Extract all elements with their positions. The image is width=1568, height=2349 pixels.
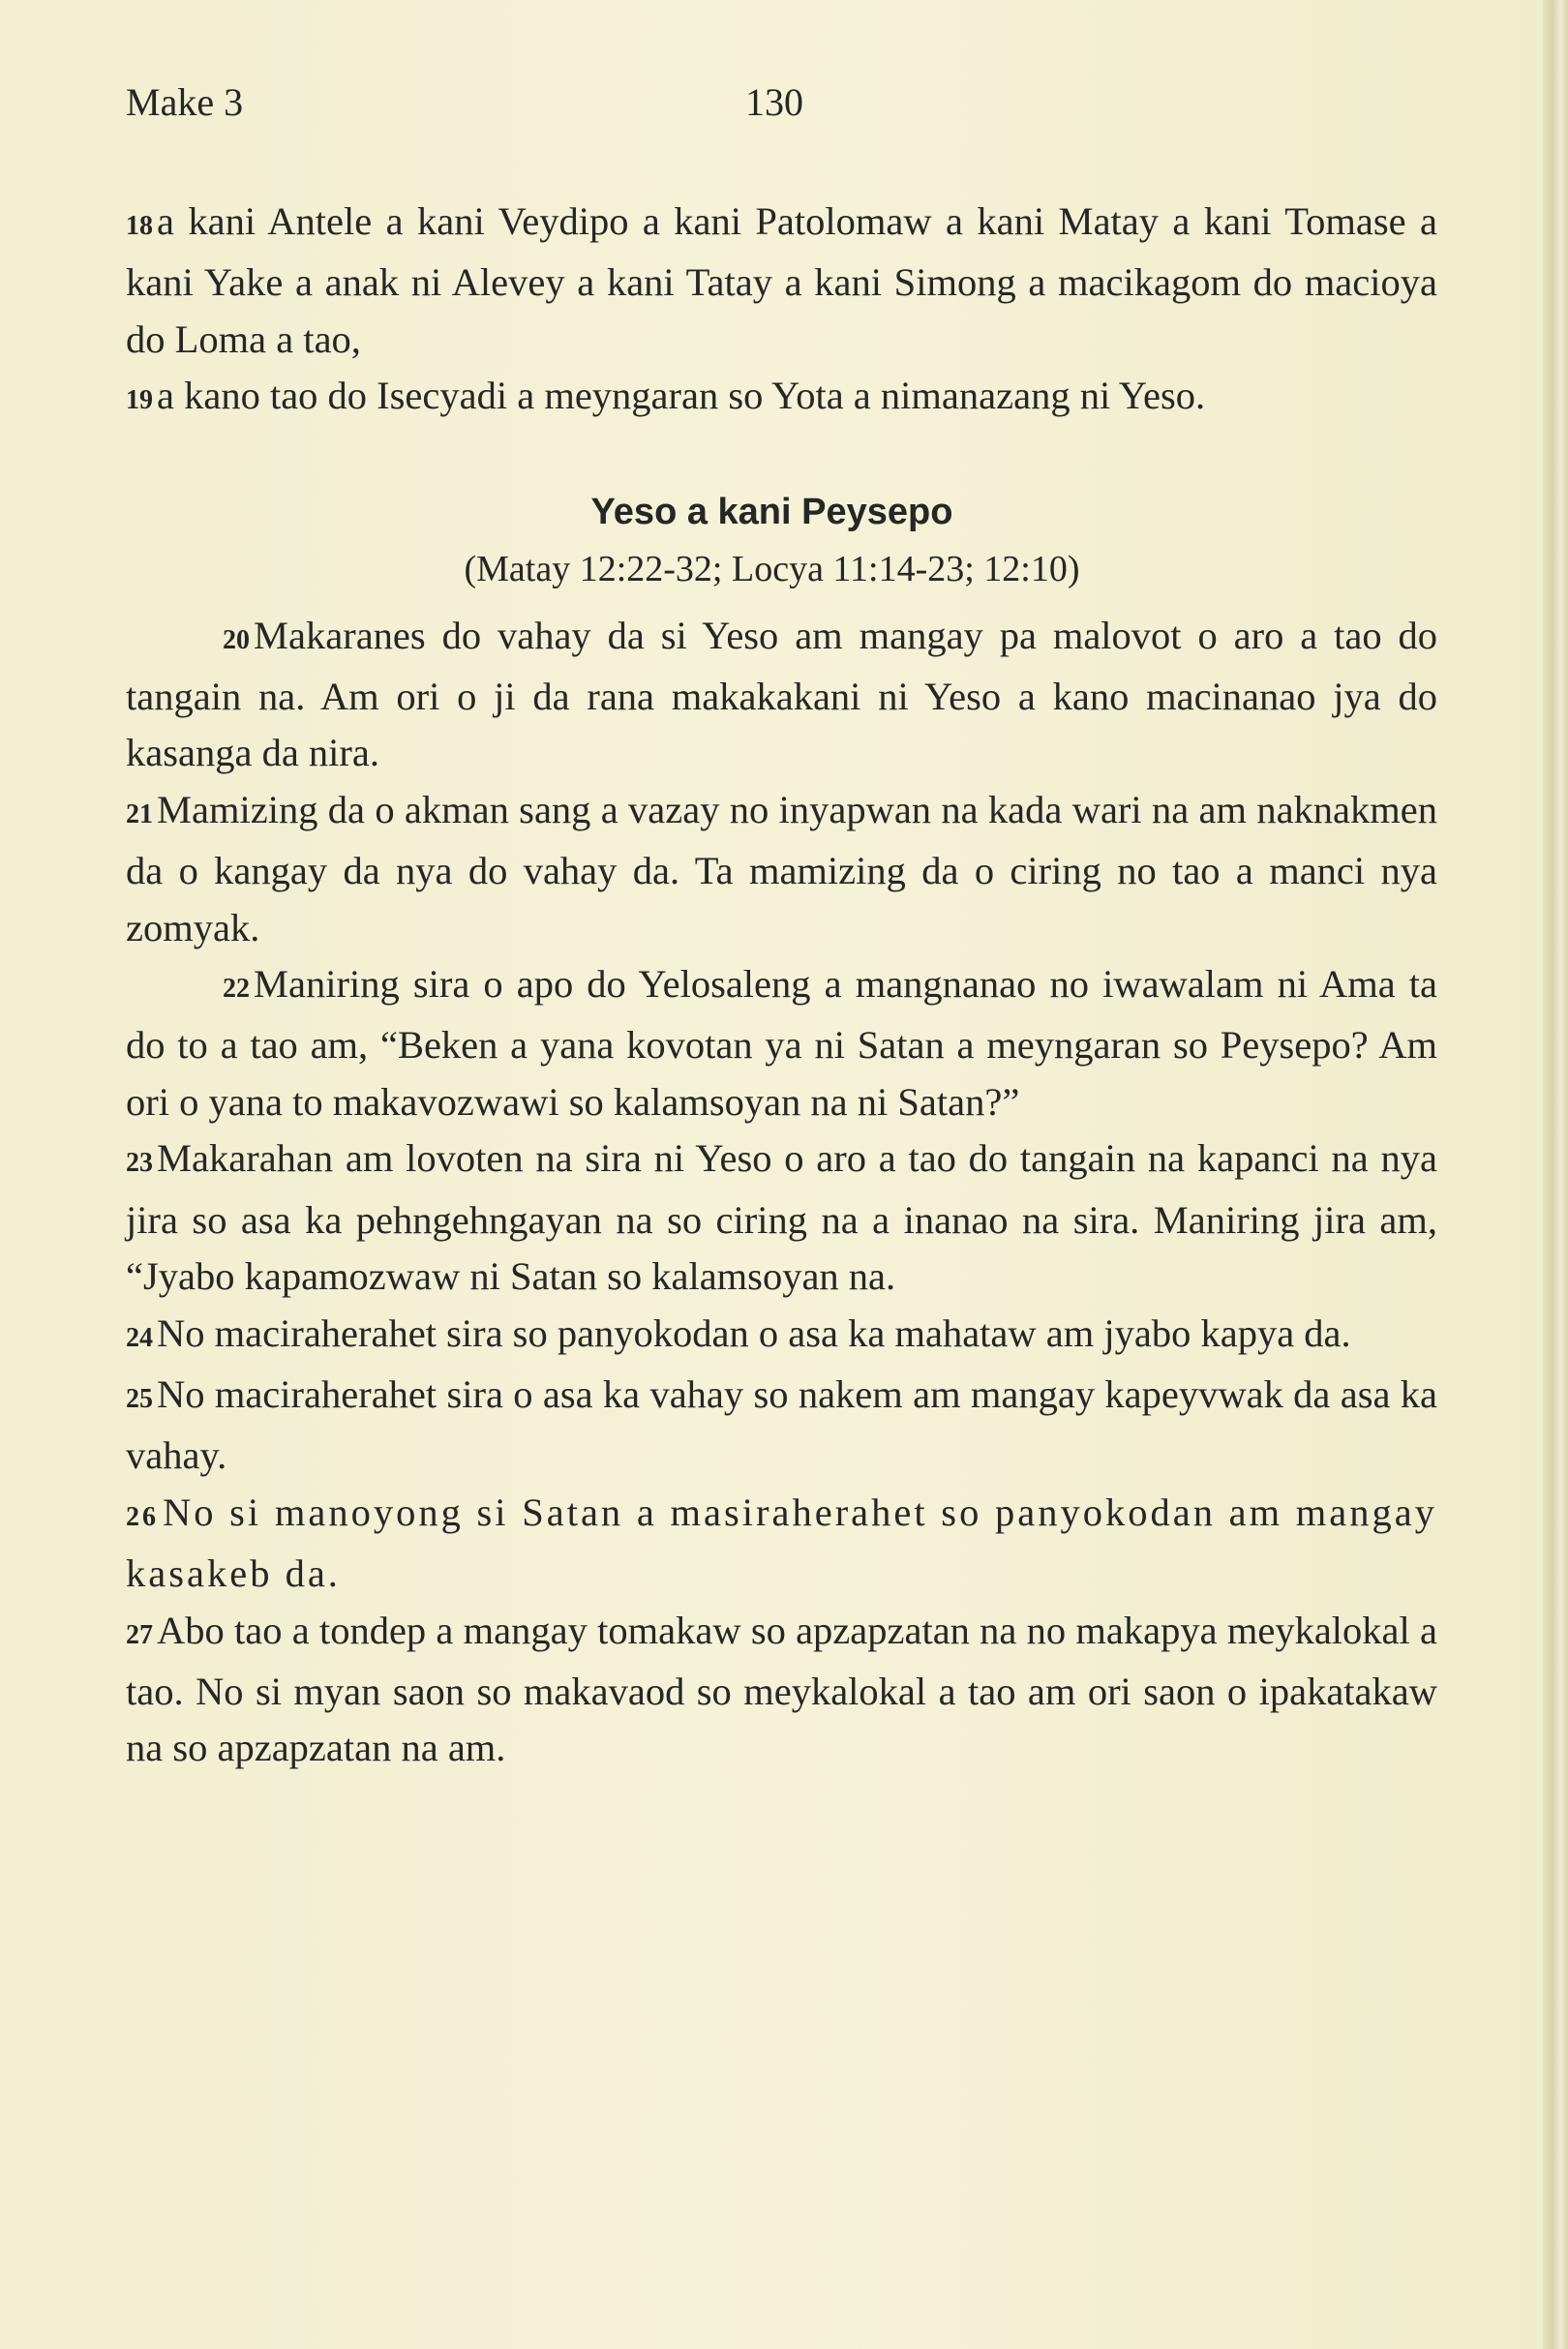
section-references: (Matay 12:22-32; Locya 11:14-23; 12:10) xyxy=(464,548,1080,589)
verse-text: Abo tao a tondep a mangay tomakaw so apzapzatan na no makapya meykalokal a tao. No si myan saon so makavaod so meykalokal a tao am ori saon o ipakatakaw na so apzapzatan na am. xyxy=(126,1608,1437,1770)
verse-25 xyxy=(126,1367,1437,1485)
verse-number: 19 xyxy=(126,385,153,416)
verse-23 xyxy=(126,1130,1437,1305)
verse-text: a kani Antele a kani Veydipo a kani Patolomaw a kani Matay a kani Tomase a kani Yake a anak ni Alevey a kani Tatay a kani Simong a macikagom do macioya do Loma a tao, xyxy=(126,199,1437,361)
book-chapter-label: Make 3 xyxy=(126,80,244,124)
verse-number: 24 xyxy=(126,1322,153,1353)
section-heading xyxy=(126,484,1437,598)
verse-text: Maniring sira o apo do Yelosaleng a mangnanao no iwawalam ni Ama ta do to a tao am, “Beken a yana kovotan ya ni Satan a meyngaran so Peysepo? Am ori o yana to makavozwawi so kalamsoyan na ni Satan?” xyxy=(126,962,1437,1124)
verse-21 xyxy=(126,782,1437,956)
verse-22 xyxy=(126,956,1437,1130)
verse-text: Makarahan am lovoten na sira ni Yeso o aro a tao do tangain na kapanci na nya jira so asa ka pehngehngayan na so ciring na a inanao na sira. Maniring jira am, “Jyabo kapamozwaw ni Satan so kalamsoyan na. xyxy=(126,1136,1437,1299)
verse-text: Mamizing da o akman sang a vazay no inyapwan na kada wari na am naknakmen da o kangay da nya do vahay da. Ta mamizing da o ciring no tao a manci nya zomyak. xyxy=(126,787,1437,949)
verse-number: 27 xyxy=(126,1619,153,1650)
page-edge xyxy=(1543,0,1568,2349)
verse-27 xyxy=(126,1603,1437,1777)
page-header xyxy=(126,79,823,137)
page-number: 130 xyxy=(745,80,803,124)
verse-24 xyxy=(126,1306,1437,1367)
section-title: Yeso a kani Peysepo xyxy=(590,491,953,532)
verse-26 xyxy=(126,1485,1437,1603)
verse-number: 20 xyxy=(223,624,250,655)
verse-text: Makaranes do vahay da si Yeso am mangay pa malovot o aro a tao do tangain na. Am ori o ji da rana makakakani ni Yeso a kano macinanao jya do kasanga da nira. xyxy=(126,613,1437,775)
verse-text: a kano tao do Isecyadi a meyngaran so Yota a nimanazang ni Yeso. xyxy=(157,374,1206,418)
verse-number: 26 xyxy=(126,1501,159,1532)
verse-number: 21 xyxy=(126,798,153,829)
verse-text: No maciraherahet sira o asa ka vahay so nakem am mangay kapeyvwak da asa ka vahay. xyxy=(126,1371,1437,1478)
verse-18 xyxy=(126,194,1437,368)
scripture-text xyxy=(126,194,1437,1777)
verse-number: 18 xyxy=(126,211,153,241)
verse-number: 25 xyxy=(126,1383,153,1414)
verse-number: 23 xyxy=(126,1148,153,1179)
verse-19 xyxy=(126,368,1437,429)
verse-number: 22 xyxy=(223,974,250,1005)
verse-text: No maciraherahet sira so panyokodan o asa ka mahataw am jyabo kapya da. xyxy=(157,1310,1351,1355)
verse-text: No si manoyong si Satan a masiraherahet so panyokodan am mangay kasakeb da. xyxy=(126,1490,1437,1596)
verse-20 xyxy=(126,608,1437,782)
